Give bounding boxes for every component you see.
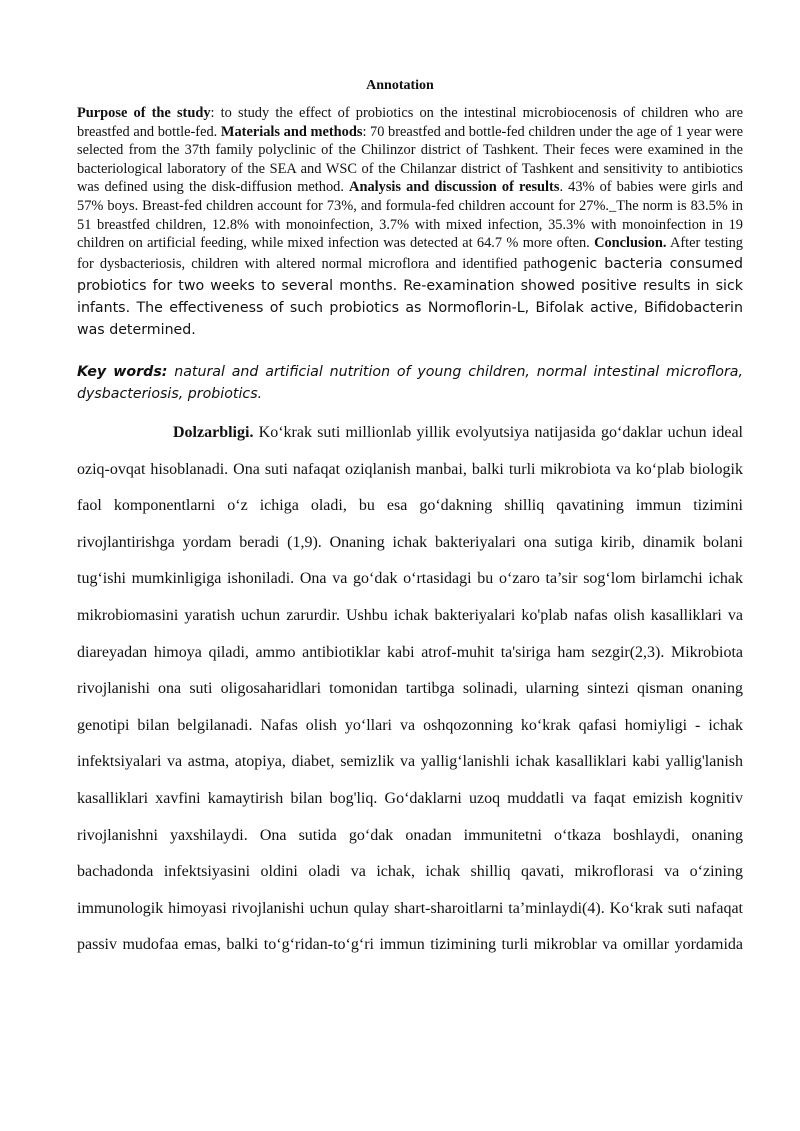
conclusion-text-b: hogenic bacteria consumed probiotics for two weeks to several months. Re-examination showed positive results in sick infants. The effectiveness of such probiotics as Normoflorin-L, Bifolak active, Bifidobacterin was determined.: [77, 255, 743, 338]
keywords-label: Key words:: [77, 364, 168, 380]
section-heading: Dolzarbligi.: [173, 424, 254, 441]
analysis-text: . 43% of babies were girls and 57% boys. Breast-fed children account for 73%, and formula-fed children account for 27%._The norm is 83.5% in 51 breastfed children, 12.8% with monoinfection, 3.7% with mixed infection, 35.3% with monoinfection in 19 children on artificial feeding, while mixed infection was detected at 64.7 % more often.: [77, 179, 743, 252]
annotation-abstract: [77, 104, 743, 341]
conclusion-label: Conclusion.: [594, 235, 667, 252]
purpose-text: : to study the effect of probiotics on the intestinal microbiocenosis of children who are breastfed and bottle-fed.: [77, 105, 743, 140]
section-paragraph: Ko‘krak suti millionlab yillik evolyutsiya natijasida go‘daklar uchun ideal oziq-ovqat hisoblanadi. Ona suti nafaqat oziqlanish manbai, balki turli mikrobiota va ko‘plab biologik faol komponentlarni o‘z ichiga oladi, bu esa go‘dakning shilliq qavatining immun tizimini rivojlantirishga yordam beradi (1,9). Onaning ichak bakteriyalari ona sutiga kirib, dinamik bolani tug‘ishi mumkinligiga ishoniladi. Ona va go‘dak o‘rtasidagi bu o‘zaro ta’sir sog‘lom birlamchi ichak mikrobiomasini yaratish uchun zarurdir. Ushbu ichak bakteriyalari ko'plab nafas olish kasalliklari va diareyadan himoya qiladi, ammo antibiotiklar kabi atrof-muhit ta'siriga ham sezgir(2,3). Mikrobiota rivojlanishi ona suti oligosaharidlari tomonidan tartibga solinadi, ularning sintezi qisman onaning genotipi bilan belgilanadi. Nafas olish yo‘llari va oshqozonning ko‘krak qafasi homiyligi - ichak infektsiyalari va astma, atopiya, diabet, semizlik va yallig‘lanishli ichak kasalliklari kabi yallig'lanish kasalliklari xavfini kamaytirish bilan bog'liq. Go‘daklarni uzoq muddatli va faqat emizish kognitiv rivojlanishni yaxshilaydi. Ona sutida go‘dak onadan immunitetni o‘tkaza boshlaydi, onaning bachadonda infektsiyasini oldini oladi va ichak, ichak shilliq qavati, mikroflorasi va o‘zining immunologik himoyasi rivojlanishi uchun qulay shart-sharoitlarni ta’minlaydi(4). Ko‘krak suti nafaqat passiv mudofaa emas, balki to‘g‘ridan-to‘g‘ri immun tizimining turli mikroblar va omillar yordamida: [77, 424, 743, 954]
purpose-label: Purpose of the study: [77, 105, 211, 121]
methods-text: : 70 breastfed and bottle-fed children under the age of 1 year were selected from the 37th family polyclinic of the Chilinzor district of Tashkent. Their feces were examined in the bacteriological laboratory of the SEA and WSC of the Chilanzar district of Tashkent and sensitivity to antibiotics was defined using the disk-diffusion method.: [77, 123, 743, 196]
conclusion-text-a: After testing for dysbacteriosis, children with altered normal microflora and identified pat: [77, 235, 743, 272]
methods-label: Materials and methods: [220, 123, 363, 140]
body-text: [77, 415, 743, 964]
annotation-title: Annotation: [366, 78, 434, 93]
analysis-label: Analysis and discussion of results: [349, 179, 560, 196]
keywords-text: natural and artificial nutrition of young children, normal intestinal microflora, dysbacteriosis, probiotics.: [77, 364, 743, 402]
keywords: [77, 361, 743, 405]
